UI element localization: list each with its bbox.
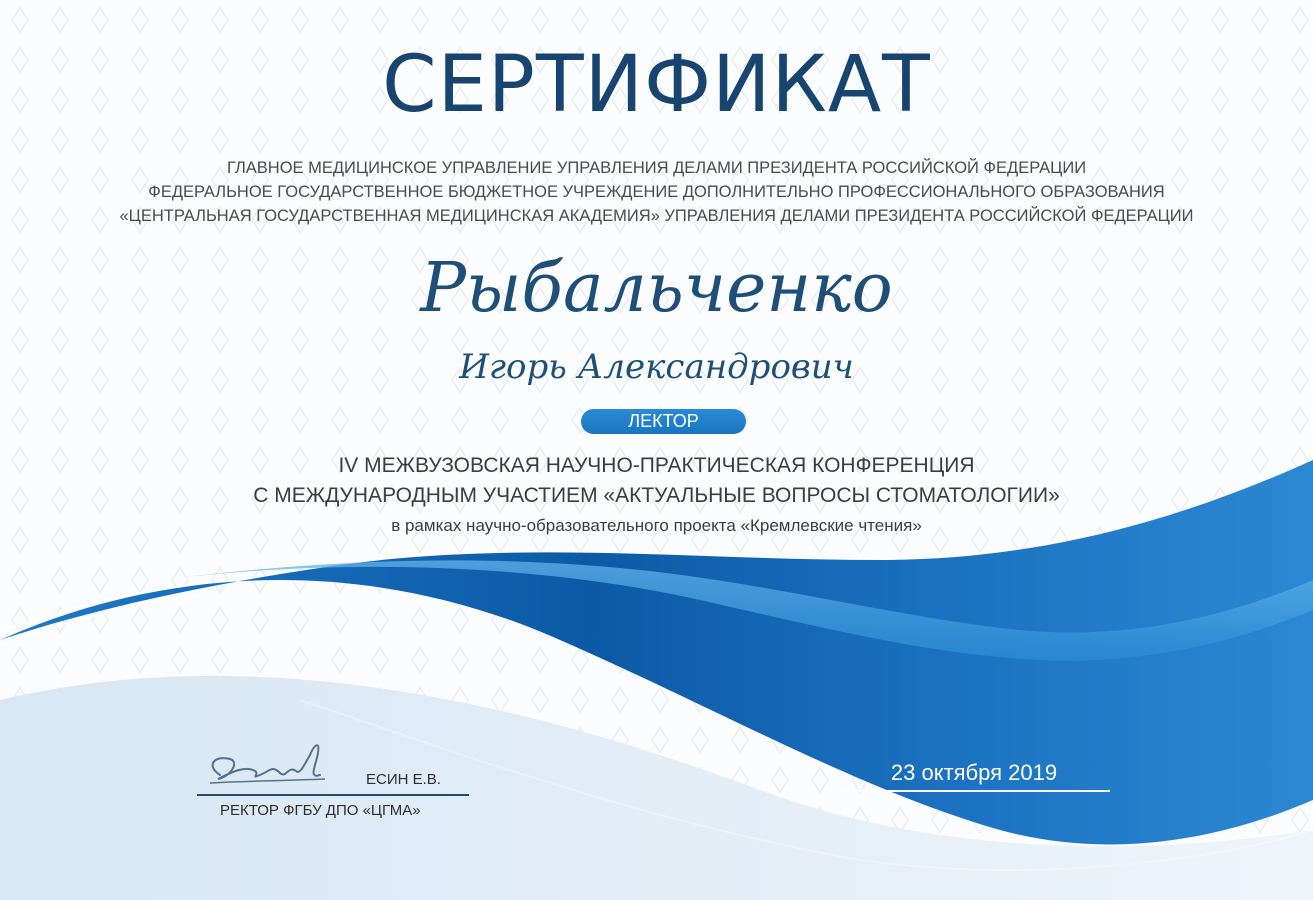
certificate-title: СЕРТИФИКАТ — [382, 40, 931, 130]
organization-line-2: ФЕДЕРАЛЬНОЕ ГОСУДАРСТВЕННОЕ БЮДЖЕТНОЕ УЧРЕЖДЕНИЕ ДОПОЛНИТЕЛЬНО ПРОФЕССИОНАЛЬНОГО ОБРАЗОВАНИЯ — [148, 183, 1165, 201]
handwritten-signature — [200, 735, 340, 795]
event-line-3: в рамках научно-образовательного проекта «Кремлевские чтения» — [391, 516, 922, 535]
signer-name: ЕСИН Е.В. — [366, 771, 441, 788]
signature-line — [197, 794, 469, 796]
role-badge: ЛЕКТОР — [581, 409, 746, 434]
certificate-date: 23 октября 2019 — [890, 760, 1058, 785]
recipient-given-names: Игорь Александрович — [459, 347, 854, 387]
event-line-2: С МЕЖДУНАРОДНЫМ УЧАСТИЕМ «АКТУАЛЬНЫЕ ВОПРОСЫ СТОМАТОЛОГИИ» — [253, 484, 1060, 507]
date-underline — [838, 790, 1110, 792]
organization-line-3: «ЦЕНТРАЛЬНАЯ ГОСУДАРСТВЕННАЯ МЕДИЦИНСКАЯ АКАДЕМИЯ» УПРАВЛЕНИЯ ДЕЛАМИ ПРЕЗИДЕНТА РОССИЙСКОЙ ФЕДЕРАЦИИ — [119, 207, 1194, 225]
signer-title: РЕКТОР ФГБУ ДПО «ЦГМА» — [220, 802, 421, 819]
event-line-1: IV МЕЖВУЗОВСКАЯ НАУЧНО-ПРАКТИЧЕСКАЯ КОНФЕРЕНЦИЯ — [338, 454, 975, 477]
recipient-surname: Рыбальченко — [420, 249, 893, 328]
organization-line-1: ГЛАВНОЕ МЕДИЦИНСКОЕ УПРАВЛЕНИЕ УПРАВЛЕНИЯ ДЕЛАМИ ПРЕЗИДЕНТА РОССИЙСКОЙ ФЕДЕРАЦИИ — [226, 159, 1087, 177]
